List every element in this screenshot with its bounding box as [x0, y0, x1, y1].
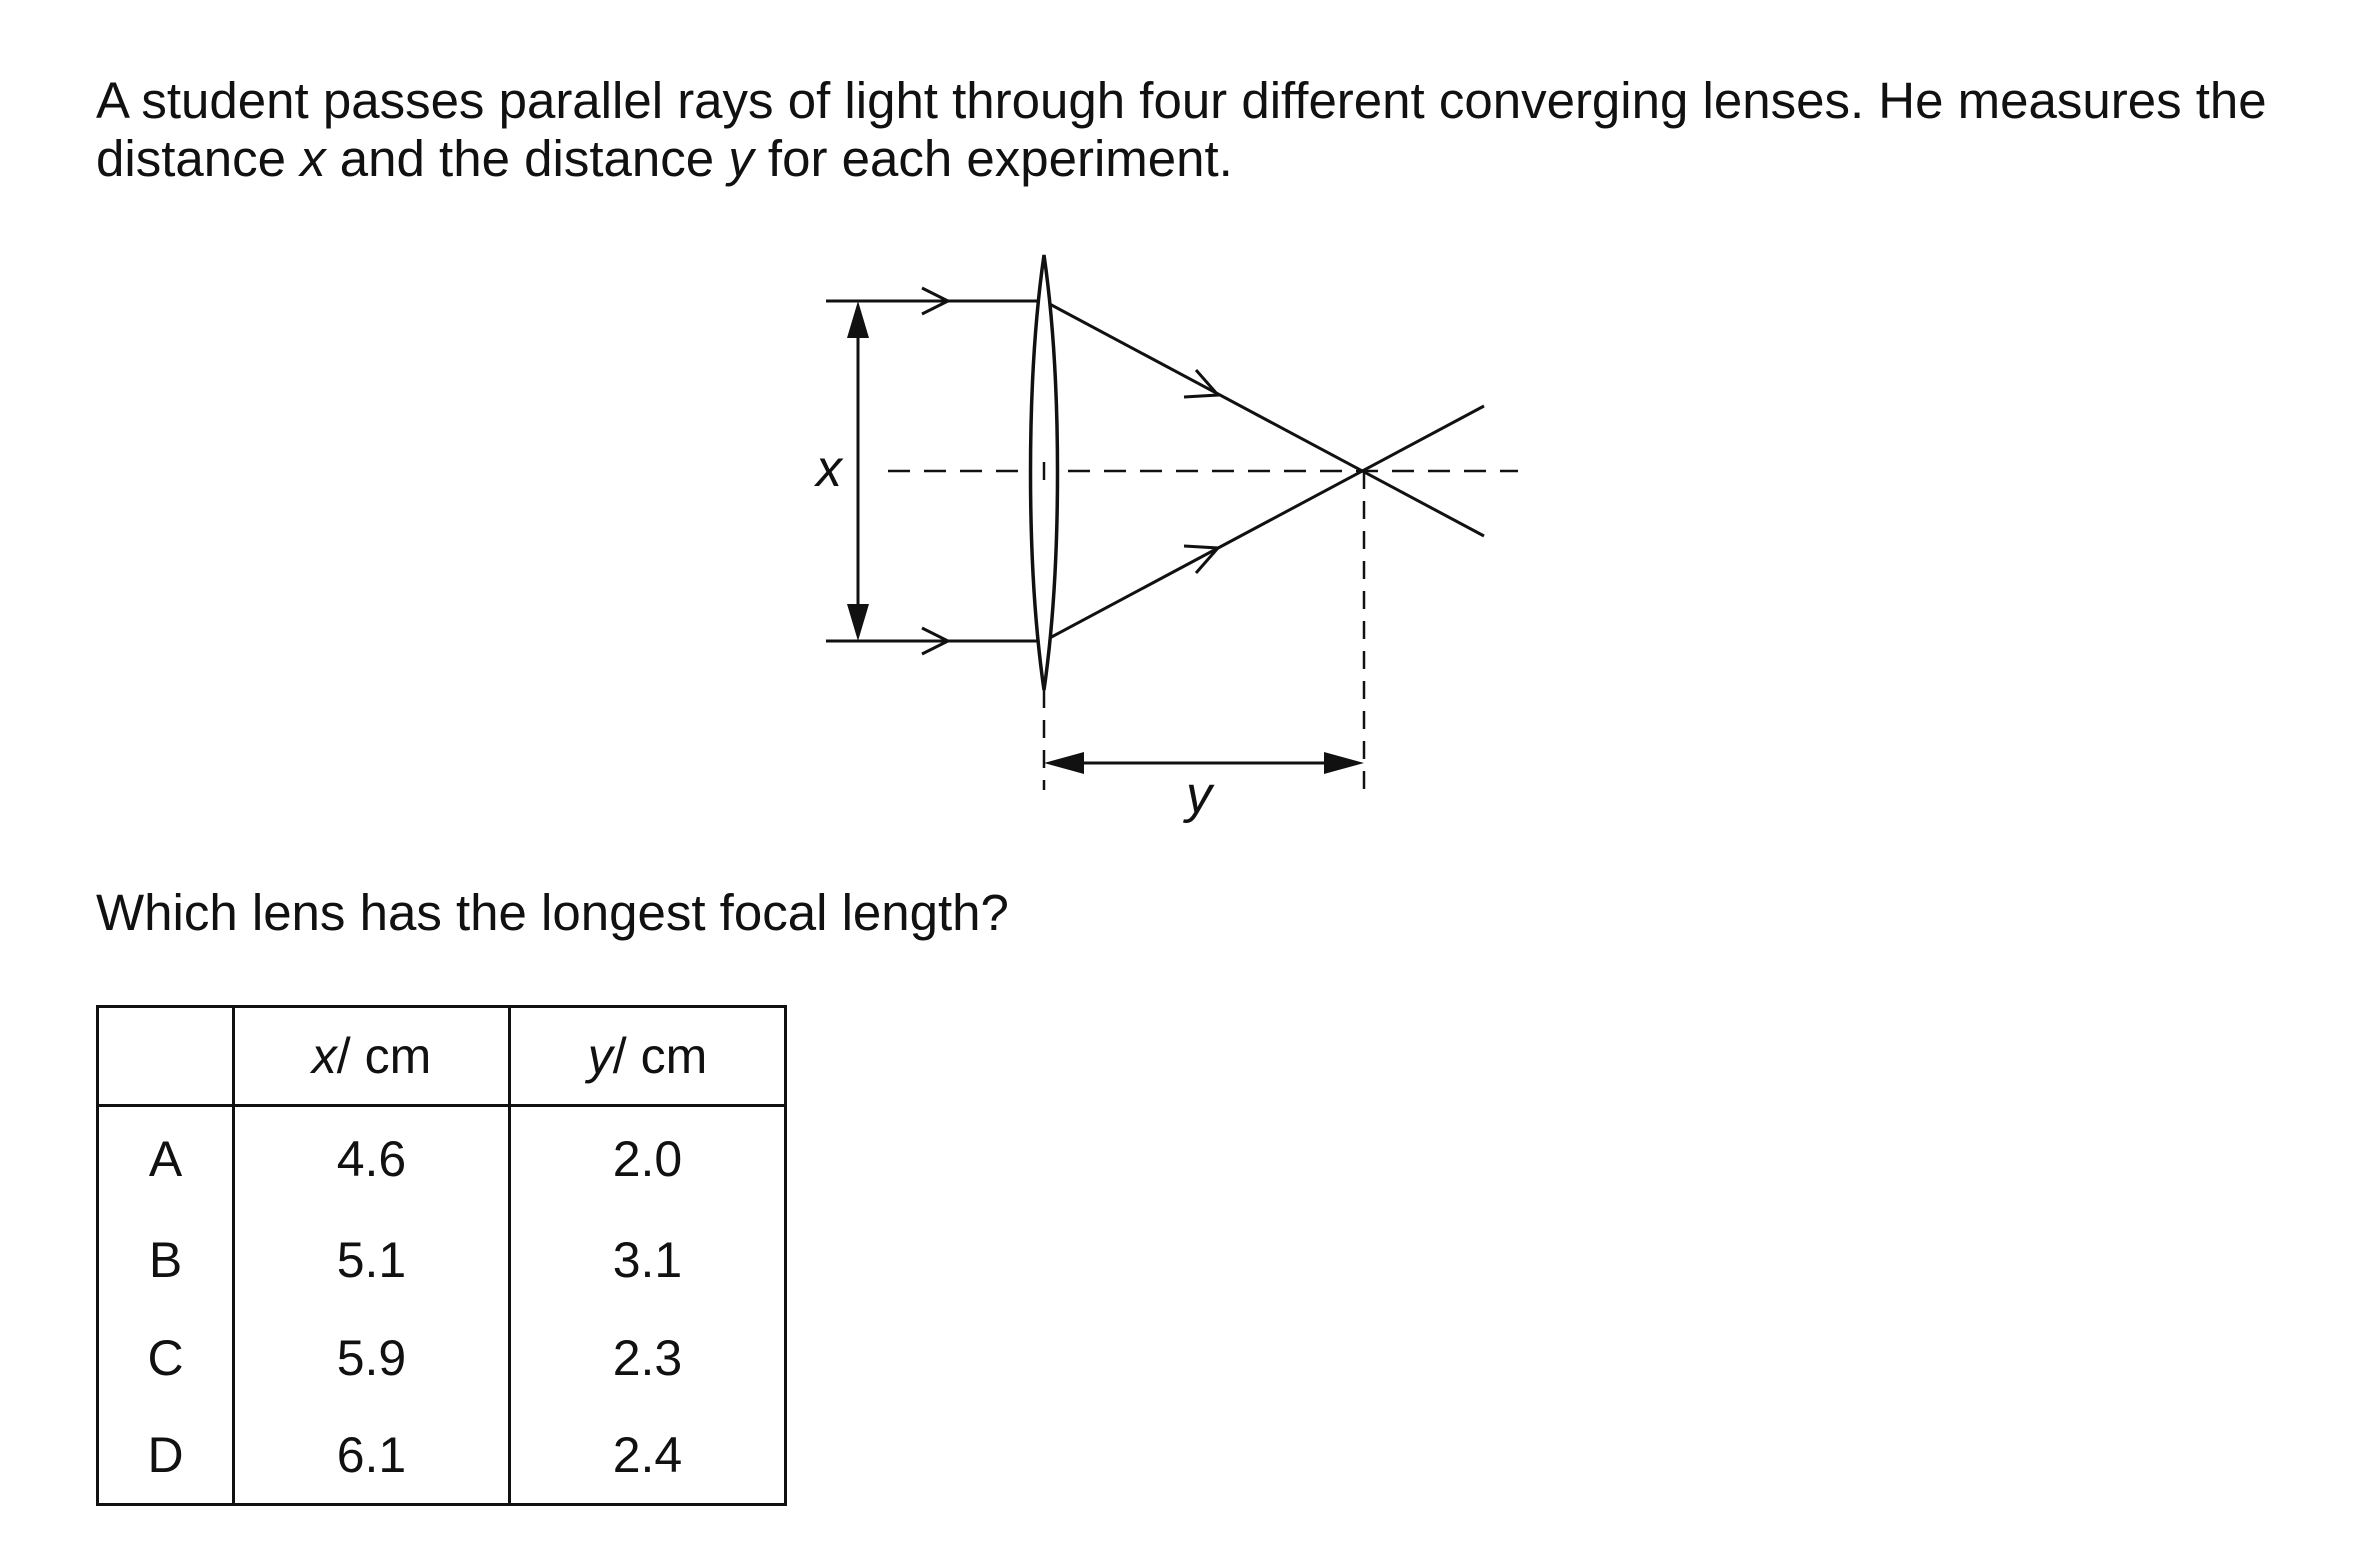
header-x-unit: / cm [336, 1028, 432, 1084]
stem-text-1: A student passes parallel rays of light through four different converging lenses. He measures the distance [96, 72, 2267, 187]
answer-options-table [96, 1005, 787, 1506]
y-arrowhead-left [1044, 752, 1084, 774]
header-x-var: x [311, 1028, 337, 1084]
x-arrowhead-bottom [847, 604, 869, 641]
header-y-unit: / cm [612, 1028, 708, 1084]
option-x-value: 6.1 [234, 1407, 510, 1505]
refracted-ray-top [1044, 301, 1484, 536]
option-row-a[interactable] [98, 1106, 786, 1212]
diagram-label-y: y [1186, 766, 1212, 824]
option-x-value: 4.6 [234, 1106, 510, 1212]
stem-text-2: and the distance [325, 130, 729, 187]
stem-var-x: x [300, 130, 326, 187]
option-key: C [98, 1309, 234, 1407]
option-x-value: 5.9 [234, 1309, 510, 1407]
header-x-cell [234, 1007, 510, 1106]
option-key: D [98, 1407, 234, 1505]
question-prompt: Which lens has the longest focal length? [96, 884, 1009, 941]
option-x-value: 5.1 [234, 1211, 510, 1309]
table-header-row [98, 1007, 786, 1106]
y-arrowhead-right [1324, 752, 1364, 774]
stem-text-3: for each experiment. [753, 130, 1233, 187]
option-row-c[interactable] [98, 1309, 786, 1407]
option-y-value: 3.1 [510, 1211, 786, 1309]
option-y-value: 2.4 [510, 1407, 786, 1505]
stem-var-y: y [728, 130, 754, 187]
x-arrowhead-top [847, 301, 869, 338]
option-y-value: 2.3 [510, 1309, 786, 1407]
option-key: B [98, 1211, 234, 1309]
header-key-cell [98, 1007, 234, 1106]
option-y-value: 2.0 [510, 1106, 786, 1212]
header-y-cell [510, 1007, 786, 1106]
diagram-label-x: x [816, 440, 842, 498]
option-row-d[interactable] [98, 1407, 786, 1505]
option-key: A [98, 1106, 234, 1212]
refracted-ray-bottom [1044, 406, 1484, 641]
option-row-b[interactable] [98, 1211, 786, 1309]
header-y-var: y [587, 1028, 613, 1084]
